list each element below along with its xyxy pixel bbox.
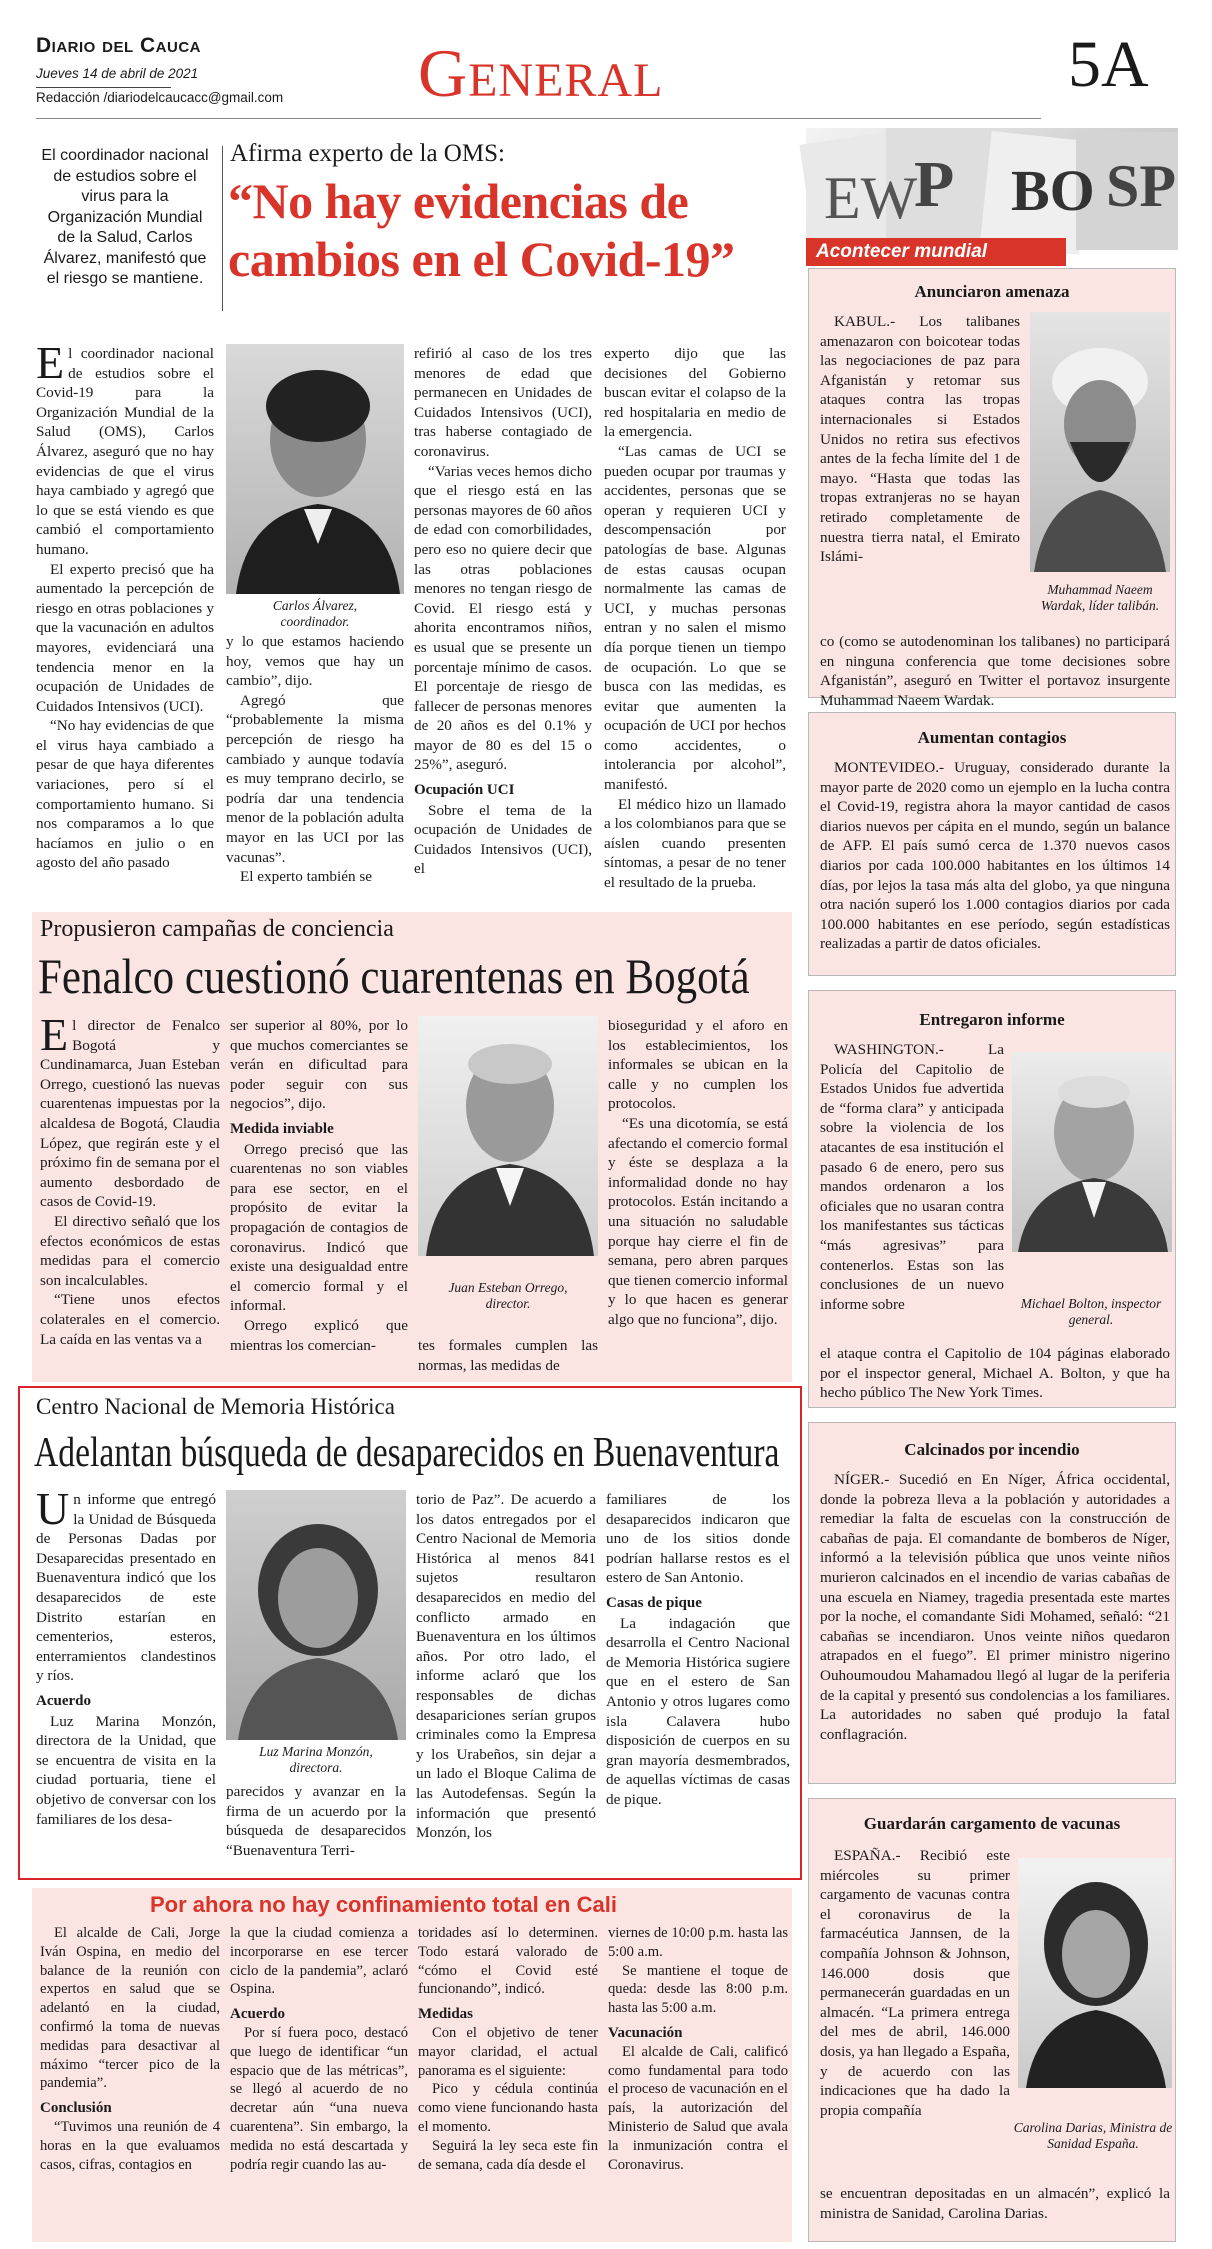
cali-col4-p2: Se mantiene el toque de queda: desde las 8:00 p.m. hasta las 5:00 a.m. bbox=[608, 1962, 788, 2017]
section-badge: Acontecer mundial bbox=[806, 238, 1066, 266]
fenalco-col3-p1: tes formales cumplen las normas, las medidas de bbox=[418, 1337, 598, 1374]
photo-luz-marina-monzon bbox=[226, 1490, 406, 1740]
amenaza-title: Anunciaron amenaza bbox=[914, 282, 1070, 301]
contagios-title: Aumentan contagios bbox=[917, 728, 1067, 747]
photo-carolina-darias bbox=[1018, 1858, 1172, 2088]
masthead-bottom-rule bbox=[36, 118, 1041, 119]
cali-col3-p2: Con el objetivo de tener mayor claridad, el actual panorama es el siguiente: bbox=[418, 2024, 598, 2079]
cali-col4-p1: viernes de 10:00 p.m. hasta las 5:00 a.m. bbox=[608, 1925, 788, 1960]
portrait-icon bbox=[418, 1016, 598, 1256]
fenalco-col1-p2: El directivo señaló que los efectos económicos de estas medidas para el comercio son incalculables. bbox=[40, 1212, 220, 1289]
portrait-icon bbox=[226, 344, 404, 594]
fenalco-col2-p3: Orrego explicó que mientras los comercian- bbox=[230, 1316, 408, 1354]
lead-col-2 bbox=[226, 632, 404, 902]
svg-text:SP: SP bbox=[1106, 153, 1177, 219]
fenalco-col2-p1: ser superior al 80%, por lo que muchos comerciantes se verán en dificultad para poder seguir con sus negocios”, dijo. bbox=[230, 1017, 408, 1113]
masthead bbox=[0, 0, 1212, 128]
amenaza-body-top: KABUL.- Los talibanes amenazaron con boicotear todas las negociaciones de paz para Afganistán y retomar sus ataques contra las tropas internacionales si Estados Unidos no retira sus efectivos antes de la fecha límite del 1 de mayo. “Hasta que todas las tropas extranjeras no se hayan retirado completamente de nuestra tierra natal, el Emirato Islámi- bbox=[820, 313, 1020, 566]
vacunas-title: Guardarán cargamento de vacunas bbox=[863, 1814, 1121, 1833]
lead-col-3 bbox=[414, 344, 592, 904]
section-title: General bbox=[418, 35, 664, 111]
cali-headline: Por ahora no hay confinamiento total en Cali bbox=[150, 1892, 617, 1917]
vacunas-body-bottom: se encuentran depositadas en un almacén”, explicó la ministra de Sanidad, Carolina Darias. bbox=[820, 2185, 1170, 2222]
memoria-col3-p1: torio de Paz”. De acuerdo a los datos entregados por el Centro Nacional de Memoria Histórica al menos 841 sujetos resultaron desaparecidos en medio del conflicto armado en Buenaventura en los últimos años. Por otro lado, el informe aclaró que los responsables de dichas desapariciones serían grupos criminales como la Empresa y los Urabeños, sin dejar a un lado el Bloque Calima de las Autodefensas. Según la información que presentó Monzón, los bbox=[416, 1491, 596, 1842]
memoria-col4-p1: familiares de los desaparecidos indicaron que uno de los sitios donde podrían hallarse restos es el estero de San Antonio. bbox=[606, 1491, 790, 1587]
cali-col-4 bbox=[608, 1924, 788, 2236]
caption-wardak: Muhammad Naeem Wardak, líder talibán. bbox=[1040, 582, 1160, 613]
fenalco-col-4 bbox=[608, 1016, 788, 1378]
lead-col3-p3: Sobre el tema de la ocupación de Unidades de Cuidados Intensivos (UCI), el bbox=[414, 801, 592, 878]
lead-summary-rule bbox=[222, 146, 223, 311]
cali-subhead-vacunacion: Vacunación bbox=[608, 2024, 683, 2041]
informe-body-top: WASHINGTON.- La Policía del Capitolio de Estados Unidos fue advertida de “forma clara” y anticipada sobre la violencia de los atacantes de esa institución el pasado 6 de enero, pero sus mandos ordenaron a los oficiales que no usaran contra los manifestantes sus tácticas “más agresivas” para contenerlos. Estas son las conclusiones de un nuevo informe sobre bbox=[820, 1041, 1004, 1313]
cali-subhead-medidas: Medidas bbox=[418, 2006, 474, 2023]
lead-col2-p2: Agregó que “probablemente la misma percepción de riesgo ha cambiado y aunque todavía es muy temprano decirlo, se podría dar una tendencia menor de la población adulta mayor en las UCI por las vacunas”. bbox=[226, 691, 404, 866]
photo-muhammad-naeem-wardak bbox=[1030, 312, 1170, 572]
amenaza-body-bottom: co (como se autodenominan los talibanes) no participará en ninguna conferencia que tome decisiones sobre Afganistán”, aseguró en Twitter el portavoz insurgente Muhammad Naeem Wardak. bbox=[820, 633, 1170, 709]
memoria-col2-p1: parecidos y avanzar en la firma de un acuerdo por la búsqueda de desaparecidos “Buenaventura Terri- bbox=[226, 1783, 406, 1859]
lead-col1-p1: l coordinador nacional de estudios sobre el Covid-19 para la Organización Mundial de la Salud (OMS), Carlos Álvarez, aseguró que no hay evidencias de que el virus haya cambiado y agregó que lo que se está viendo es que cambió el comportamiento humano. bbox=[36, 345, 214, 558]
lead-col3-p2: “Varias veces hemos dicho que el riesgo está en las personas mayores de 60 años de edad con comorbilidades, pero eso no quiere decir que las otras poblaciones menores no tengan riesgo de Covid. El riesgo está y ahorita encontramos niños, es usual que se presente un porcentaje mínimo de casos. El porcentaje de riesgo de fallecer de personas menores de 20 años es del 0.1% y mayor de 80 es del 15 o 25%”, aseguró. bbox=[414, 462, 592, 774]
memoria-col4-p2: La indagación que desarrolla el Centro Nacional de Memoria Histórica sugiere que en el estero de San Antonio y otros lugares como isla Calavera hubo disposición de cuerpos en su gran mayoría desmembrados, de aquellas víctimas de casas de pique. bbox=[606, 1614, 790, 1808]
lead-col-1 bbox=[36, 337, 214, 904]
informe-body-bottom: el ataque contra el Capitolio de 104 páginas elaborado por el inspector general, Michael A. Bolton, y que ha hecho público The New York Times. bbox=[820, 1345, 1170, 1402]
svg-text:BO: BO bbox=[1011, 158, 1095, 223]
memoria-col-1 bbox=[36, 1483, 216, 1870]
lead-col2-p1: y lo que estamos haciendo hoy, vemos que hay un cambio”, dijo. bbox=[226, 633, 404, 690]
portrait-icon bbox=[1030, 312, 1170, 572]
fenalco-kicker: Propusieron campañas de conciencia bbox=[40, 916, 394, 942]
caption-luz-marina-monzon: Luz Marina Monzón, directora. bbox=[259, 1744, 373, 1775]
lead-col1-p2: El experto precisó que ha aumentado la percepción de riesgo en otras poblaciones y que la vacunación en adultos mayores, evidenciará una tendencia menor en la ocupación de Unidades de Cuidados Intensivos (UCI). bbox=[36, 560, 214, 715]
cali-col2-p2: Por sí fuera poco, destacó que luego de identificar “un espacio que de las métricas”, se llegó al acuerdo de no decretar aún “una nueva cuarentena”. Sin embargo, la medida no está descartada y podría regir cuando las au- bbox=[230, 2024, 408, 2173]
cali-col1-p1: El alcalde de Cali, Jorge Iván Ospina, en medio del balance de la reunión con expertos en salud que se adelantó en la ciudad, confirmó la toma de nuevas medidas para desactivar al máximo “tercer pico de la pandemia”. bbox=[40, 1925, 220, 2092]
memoria-kicker: Centro Nacional de Memoria Histórica bbox=[36, 1394, 395, 1419]
lead-col4-p3: El médico hizo un llamado a los colombianos para que se aíslen cuando presenten síntomas, a pesar de no tener el resultado de la prueba. bbox=[604, 795, 786, 892]
vacunas-body-top: ESPAÑA.- Recibió este miércoles su primer cargamento de vacunas contra el coronavirus de la farmacéutica Jannsen, de la compañía Johnson & Johnson, 146.000 dosis que permanecerán guardadas en un almacén. “La primera entrega del mes de abril, 146.000 dosis, ya han llegado a España, y de acuerdo con las indicaciones que ha dado la propia compañía bbox=[820, 1847, 1010, 2119]
lead-col1-p3: “No hay evidencias de que el virus haya cambiado a pesar de que haya diferentes variaciones, pero sí el comportamiento humano. Si nos comparamos a lo que hacíamos en julio o en agosto del año pasado bbox=[36, 717, 214, 872]
calcinados-body: NÍGER.- Sucedió en En Níger, África occidental, donde la pobreza lleva a la población y autoridades a remediar la falta de escuelas con la construcción de cabañas de paja. El comandante de bomberos de Níger, informó a la televisión pública que unos veinte niños murieron calcinados en el incendio de varias cabañas de una escuela en Niamey, tragedia presentada este martes por la noche, el comandante Sidi Mohamed, señaló: “21 cabañas se incendiaron. Unos veinte niños quedaron atrapados en el fuego”. El primer ministro nigerino Ouhoumoudou Mahamadou llegó al lugar de la periferia de la capital y presentó sus condolencias a los familiares. La autoridades no saben qué produjo la fatal conflagración. bbox=[820, 1471, 1170, 1743]
memoria-col-2 bbox=[226, 1782, 406, 1872]
memoria-col1-p1: n informe que entregó la Unidad de Búsqueda de Personas Dadas por Desaparecidas presentado en Buenaventura indicó que los desaparecidos de este Distrito estarían en cementerios, esteros, enterramientos clandestinos y ríos. bbox=[36, 1491, 216, 1685]
masthead-rule bbox=[36, 87, 171, 88]
cali-col1-p2: “Tuvimos una reunión de 4 horas en la que evaluamos casos, cifras, contagios en bbox=[40, 2118, 220, 2173]
fenalco-col1-p3: “Tiene unos efectos colaterales en el comercio. La caída en las ventas va a bbox=[40, 1291, 220, 1348]
cali-subhead-conclusion: Conclusión bbox=[40, 2100, 112, 2117]
lead-col3-p1: refirió al caso de los tres menores de edad que permanecen en Unidades de Cuidados Intensivos (UCI), tras haberse contagiado de coronavirus. bbox=[414, 345, 592, 460]
memoria-col-4 bbox=[606, 1490, 790, 1870]
lead-kicker: Afirma experto de la OMS: bbox=[230, 140, 505, 167]
cali-col2-p1: la que la ciudad comienza a incorporarse en ese tercer ciclo de la pandemia”, aclaró Ospina. bbox=[230, 1925, 408, 1998]
cali-col3-p4: Seguirá la ley seca este fin de semana, cada día desde el bbox=[418, 2137, 598, 2173]
informe-title: Entregaron informe bbox=[919, 1010, 1065, 1029]
caption-carlos-alvarez: Carlos Álvarez, coordinador. bbox=[272, 598, 358, 629]
caption-juan-esteban-orrego: Juan Esteban Orrego, director. bbox=[448, 1280, 568, 1311]
paper-name: Diario del Cauca bbox=[36, 34, 201, 57]
fenalco-headline: Fenalco cuestionó cuarentenas en Bogotá bbox=[38, 948, 750, 1004]
fenalco-col2-p2: Orrego precisó que las cuarentenas no son viables para ese sector, en el propósito de evitar la propagación de contagios de coronavirus. Indicó que existe una desigualdad entre el comercio formal y el informal. bbox=[230, 1140, 408, 1315]
lead-col-4 bbox=[604, 344, 786, 904]
contact-line: Redacción /diariodelcaucacc@gmail.com bbox=[36, 90, 284, 105]
portrait-icon bbox=[1018, 1858, 1172, 2088]
contagios-body: MONTEVIDEO.- Uruguay, considerado durante la mayor parte de 2020 como un ejemplo en la lucha contra el Covid-19, registra ahora la mayor cantidad de casos diarios nuevos per cápita en el mundo, según un balance de AFP. El país sumó cerca de 1.370 nuevos casos diarios por cada 100.000 habitantes en los últimos 14 días, por lejos la tasa más alta del globo, ya que ninguna otra nación superó los 1.000 contagios diarios por cada 100.000 habitantes en ese período, según estadísticas realizadas a partir de datos oficiales. bbox=[820, 759, 1170, 953]
issue-date: Jueves 14 de abril de 2021 bbox=[36, 66, 199, 81]
fenalco-col-2 bbox=[230, 1016, 408, 1378]
fenalco-col-3 bbox=[418, 1336, 598, 1380]
cali-col-3 bbox=[418, 1924, 598, 2236]
fenalco-col1-p1: l director de Fenalco Bogotá y Cundinamarca, Juan Esteban Orrego, cuestionó las nuevas cuarentenas impuestas por la alcaldesa de Bogotá, Claudia López, que regirán este y el próximo fin de semana por el aumento desbordado de casos de Covid-19. bbox=[40, 1017, 220, 1211]
cali-col4-p3: El alcalde de Cali, calificó como fundamental para todo el proceso de vacunación en el país, la autorización del Ministerio de Salud que avala la inmunización contra el Coronavirus. bbox=[608, 2043, 788, 2173]
lead-dropcap: E bbox=[36, 337, 65, 388]
lead-headline: “No hay evidencias de cambios en el Covid-19” bbox=[228, 173, 735, 287]
cali-col3-p1: toridades así lo determinen. Todo estará valorado de “cómo el Covid esté funcionando”, indicó. bbox=[418, 1925, 598, 1998]
memoria-col-3 bbox=[416, 1490, 596, 1870]
lead-col4-p2: “Las camas de UCI se pueden ocupar por traumas y accidentes, personas que se operan y requieren UCI y descompensación por patologías de base. Algunas de estas causas ocupan normalmente las camas de UCI, y muchas personas entran y no salen el mismo día porque tienen un tiempo de ocupación. Lo que se busca con las medidas, es evitar que aumenten la ocupación de UCI por hechos como accidentes, o intolerancia por alcohol”, manifestó. bbox=[604, 442, 786, 794]
cali-col-1 bbox=[40, 1924, 220, 2236]
lead-summary: El coordinador nacional de estudios sobre el virus para la Organización Mundial de la Salud, Carlos Álvarez, manifestó que el riesgo se mantiene. bbox=[41, 147, 209, 287]
memoria-dropcap: U bbox=[36, 1483, 70, 1534]
photo-juan-esteban-orrego bbox=[418, 1016, 598, 1256]
svg-text:P: P bbox=[914, 148, 955, 221]
cali-subhead-acuerdo: Acuerdo bbox=[230, 2006, 285, 2023]
fenalco-subhead-medida: Medida inviable bbox=[230, 1120, 334, 1137]
lead-col2-p3: El experto también se bbox=[240, 868, 373, 886]
photo-michael-bolton bbox=[1012, 1052, 1172, 1252]
lead-subhead-ocupacion: Ocupación UCI bbox=[414, 782, 515, 799]
memoria-headline: Adelantan búsqueda de desaparecidos en Buenaventura bbox=[34, 1430, 780, 1476]
fenalco-col4-p2: “Es una dicotomía, se está afectando el comercio formal y éste se desplaza a la informalidad donde no hay protocolos. Están incitando a una situación no saludable porque hay cierre el fin de semana, pero abren parques que tienen comercio informal y lo que hacen es generar algo que no funciona”, dijo. bbox=[608, 1114, 788, 1328]
sidebar-banner-image bbox=[806, 128, 1178, 250]
caption-michael-bolton: Michael Bolton, inspector general. bbox=[1020, 1296, 1162, 1327]
photo-carlos-alvarez bbox=[226, 344, 404, 594]
calcinados-title: Calcinados por incendio bbox=[904, 1440, 1080, 1459]
memoria-subhead-acuerdo: Acuerdo bbox=[36, 1692, 91, 1709]
svg-text:EW: EW bbox=[824, 165, 918, 231]
cali-col3-p3: Pico y cédula continúa como viene funcionando hasta el momento. bbox=[418, 2081, 598, 2135]
portrait-icon bbox=[226, 1490, 406, 1740]
page-number: 5A bbox=[1068, 28, 1149, 101]
fenalco-dropcap: E bbox=[40, 1009, 69, 1060]
fenalco-col-1 bbox=[40, 1009, 220, 1378]
portrait-icon bbox=[1012, 1052, 1172, 1252]
cali-col-2 bbox=[230, 1924, 408, 2236]
newspapers-icon bbox=[806, 128, 1178, 250]
memoria-subhead-casas: Casas de pique bbox=[606, 1594, 702, 1611]
fenalco-col4-p1: bioseguridad y el aforo en los establecimientos, los informales se ubican en la calle y no cumplen los protocolos. bbox=[608, 1017, 788, 1113]
lead-col4-p1: experto dijo que las decisiones del Gobierno buscan evitar el colapso de la red hospitalaria en medio de la emergencia. bbox=[604, 345, 786, 441]
caption-carolina-darias: Carolina Darias, Ministra de Sanidad España. bbox=[1013, 2120, 1173, 2151]
memoria-col1-p2: Luz Marina Monzón, directora de la Unidad, que se encuentra de visita en la ciudad portuaria, tiene el objetivo de conversar con los familiares de los desa- bbox=[36, 1712, 216, 1828]
